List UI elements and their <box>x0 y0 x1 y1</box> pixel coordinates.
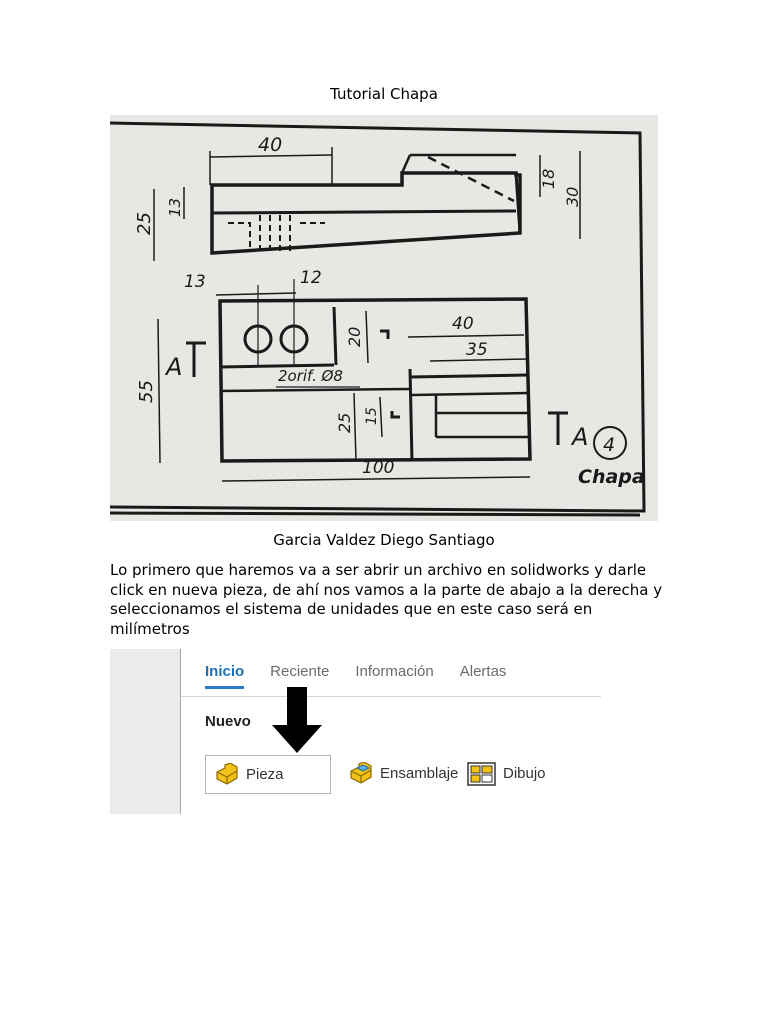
new-assembly-button[interactable] <box>340 755 458 792</box>
tab-inicio[interactable]: Inicio <box>205 663 244 689</box>
new-assembly-label: Ensamblaje <box>380 765 459 782</box>
section-title: Nuevo <box>205 713 251 730</box>
assembly-icon <box>348 762 374 786</box>
author-name: Garcia Valdez Diego Santiago <box>273 531 495 549</box>
new-drawing-button[interactable] <box>459 755 546 792</box>
part-icon <box>214 763 240 787</box>
new-part-label: Pieza <box>246 766 284 783</box>
left-pane <box>110 649 180 814</box>
drawing-icon <box>467 762 497 786</box>
new-part-button[interactable] <box>205 755 331 794</box>
dim-label: 25 <box>134 212 155 235</box>
down-arrow-icon <box>268 687 326 755</box>
dim-label: 40 <box>452 314 474 334</box>
solidworks-welcome-screenshot <box>110 649 601 814</box>
dim-label: 18 <box>539 168 558 189</box>
dim-label: 12 <box>300 268 322 288</box>
tab-underline <box>181 696 601 697</box>
dim-label: 40 <box>258 134 283 156</box>
section-mark-label: A <box>572 423 589 451</box>
dim-label: 100 <box>362 458 395 478</box>
tab-informacion[interactable]: Información <box>355 663 434 680</box>
section-mark-label: A <box>166 353 183 381</box>
sheet-name: Chapa <box>578 466 645 488</box>
dim-label: 25 <box>335 412 354 433</box>
instruction-paragraph: Lo primero que haremos va a ser abrir un archivo en solidworks y darle click en nueva pieza, de ahí nos vamos a la parte de abajo a la derecha y seleccionamos el sistema de unidades que en este caso será en milímetros <box>110 561 663 638</box>
dim-label: 13 <box>184 272 206 292</box>
sheet-number: 4 <box>603 434 616 456</box>
tab-reciente[interactable]: Reciente <box>270 663 330 680</box>
dim-label: 15 <box>364 407 380 425</box>
dim-label: 13 <box>166 197 184 217</box>
new-drawing-label: Dibujo <box>503 765 546 782</box>
dim-label: 55 <box>136 380 157 403</box>
pane-divider <box>180 649 181 814</box>
document-title: Tutorial Chapa <box>330 85 438 103</box>
tab-bar <box>205 663 506 689</box>
dim-label: 20 <box>345 326 364 347</box>
dim-label: 35 <box>466 340 488 360</box>
dim-label: 30 <box>563 186 582 207</box>
dim-label: 2orif. Ø8 <box>278 367 343 385</box>
tab-alertas[interactable]: Alertas <box>459 663 507 680</box>
technical-drawing <box>110 115 658 521</box>
